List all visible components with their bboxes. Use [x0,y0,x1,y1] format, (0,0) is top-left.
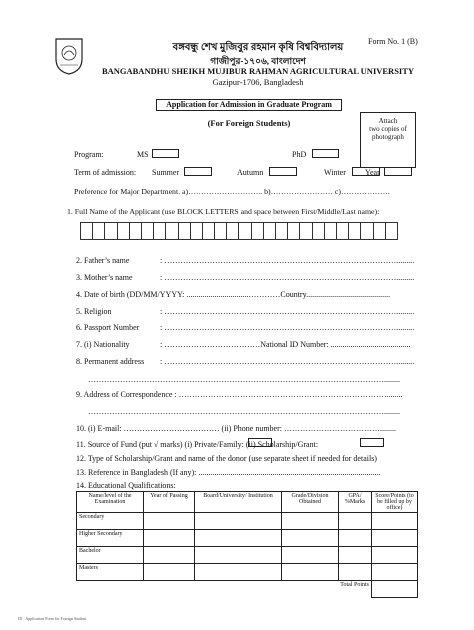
table-row [77,513,418,530]
reference-field[interactable]: 13. Reference in Bangladesh (If any): ........................................................................................... [76,468,381,477]
term-summer-checkbox[interactable] [184,167,212,176]
table-row [77,547,418,564]
father-name-label: 2. Father’s name [76,256,130,265]
fund-private-checkbox[interactable] [248,438,272,447]
date-of-birth-field[interactable]: 4. Date of birth (DD/MM/YYYY: ...............................…………Country.......................................... [76,290,391,299]
table-cell[interactable] [282,530,339,547]
column-header: Year of Passing [144,492,195,513]
table-cell[interactable] [144,547,195,564]
university-name: BANGABANDHU SHEIKH MUJIBUR RAHMAN AGRICULTURAL UNIVERSITY [101,66,415,76]
passport-label: 6. Passport Number [76,323,140,332]
passport-field[interactable]: : ……………………………………………………………………………......... [160,323,415,332]
religion-label: 5. Religion [76,307,112,316]
mother-name-field[interactable]: : ……………………………………………………………………………......... [160,273,415,282]
email-phone-field[interactable]: 10. (i) E-mail: ……………………………… (ii) Phone number: ………………………………........ [76,424,396,433]
program-ms-checkbox[interactable] [152,149,179,158]
table-cell[interactable] [339,547,372,564]
total-points-cell [372,581,418,598]
column-header: Board/University/ Institution [195,492,282,513]
preference-line[interactable]: Preference for Major Department. a)……………………….. b)…………………… c)………………. [74,187,390,196]
nationality-field[interactable]: : ………………………………National ID Number: ........................................ [160,340,411,349]
table-cell [372,513,418,530]
photo-line: two copies of [369,125,407,133]
term-year-field[interactable] [384,167,412,176]
table-row [77,564,418,581]
scholarship-type-label: 12. Type of Scholarship/Grant and name of the donor (use separate sheet if needed for details) [76,454,377,463]
permanent-address-label: 8. Permanent address [76,357,145,366]
photo-line: photograph [372,133,404,141]
footer-note: ID · Application Form for Foreign Student [18,616,87,621]
source-of-fund-label: 11. Source of Fund (put √ marks) (i) Private/Family: (ii) Scholarship/Grant: [76,440,319,449]
row-label: Masters [77,564,144,581]
table-cell[interactable] [339,530,372,547]
photo-line: Attach [378,117,398,125]
row-label: Higher Secondary [77,530,144,547]
university-address-bangla: গাজীপুর-১৭০৬, বাংলাদেশ [210,56,306,66]
table-cell[interactable] [195,513,282,530]
university-logo-icon [54,37,84,75]
table-cell[interactable] [195,530,282,547]
total-points-label: Total Points [77,581,372,598]
table-cell[interactable] [339,564,372,581]
table-cell[interactable] [144,564,195,581]
term-year-label: Year [365,168,380,177]
educational-qualifications-label: 14. Educational Qualifications: [76,481,176,490]
nationality-label: 7. (i) Nationality [76,340,130,349]
program-ms-label: MS [137,150,149,159]
education-table [76,491,418,598]
form-title: Application for Admission in Graduate Program [156,99,342,111]
mother-name-label: 3. Mother’s name [76,273,133,282]
father-name-field[interactable]: : ……………………………………………………………………………......... [160,256,415,265]
program-phd-checkbox[interactable] [312,149,339,158]
table-total-row [77,581,418,598]
term-winter-label: Winter [324,168,346,177]
row-label: Bachelor [77,547,144,564]
table-cell [372,530,418,547]
table-cell[interactable] [282,547,339,564]
column-header: Score/Points (to be filled up by office) [372,492,418,513]
table-cell [372,564,418,581]
university-address: Gazipur-1706, Bangladesh [212,77,304,87]
name-letter-grid[interactable] [80,222,397,240]
form-number: Form No. 1 (B) [368,37,418,46]
program-label: Program: [74,150,104,159]
term-autumn-checkbox[interactable] [269,167,297,176]
photo-box [360,112,416,168]
permanent-address-field[interactable]: : ……………………………………………………………………………......... [160,357,415,366]
permanent-address-continued[interactable]: …………………………………………………………………………………………………........ [88,375,400,384]
table-header-row [77,492,418,513]
table-cell[interactable] [282,513,339,530]
name-letter-cell[interactable] [385,222,398,240]
fund-scholarship-checkbox[interactable] [360,438,384,447]
university-name-bangla: বঙ্গবন্ধু শেখ মুজিবুর রহমান কৃষি বিশ্ববিদ্যালয় [172,42,344,53]
table-cell [372,547,418,564]
question-full-name: 1. Full Name of the Applicant (use BLOCK LETTERS and space between First/Middle/Last name): [67,207,380,216]
term-summer-label: Summer [152,168,180,177]
table-cell[interactable] [339,513,372,530]
form-subtitle: (For Foreign Students) [207,118,291,128]
column-header: Name/level of the Examination [77,492,144,513]
column-header: GPA/ %Marks [339,492,372,513]
table-row [77,530,418,547]
table-cell[interactable] [144,513,195,530]
program-phd-label: PhD [292,150,307,159]
table-cell[interactable] [195,564,282,581]
table-cell[interactable] [144,530,195,547]
table-cell[interactable] [282,564,339,581]
table-cell[interactable] [195,547,282,564]
religion-field[interactable]: : ……………………………………………………………………………......... [160,307,415,316]
correspondence-address-continued[interactable]: …………………………………………………………………………………………………........ [88,407,400,416]
correspondence-address-field[interactable]: 9. Address of Correspondence : ……………………………………………………………………........ [76,390,403,399]
column-header: Grade/Division Obtained [282,492,339,513]
row-label: Secondary [77,513,144,530]
term-label: Term of admission: [74,168,137,177]
term-autumn-label: Autumn [237,168,264,177]
